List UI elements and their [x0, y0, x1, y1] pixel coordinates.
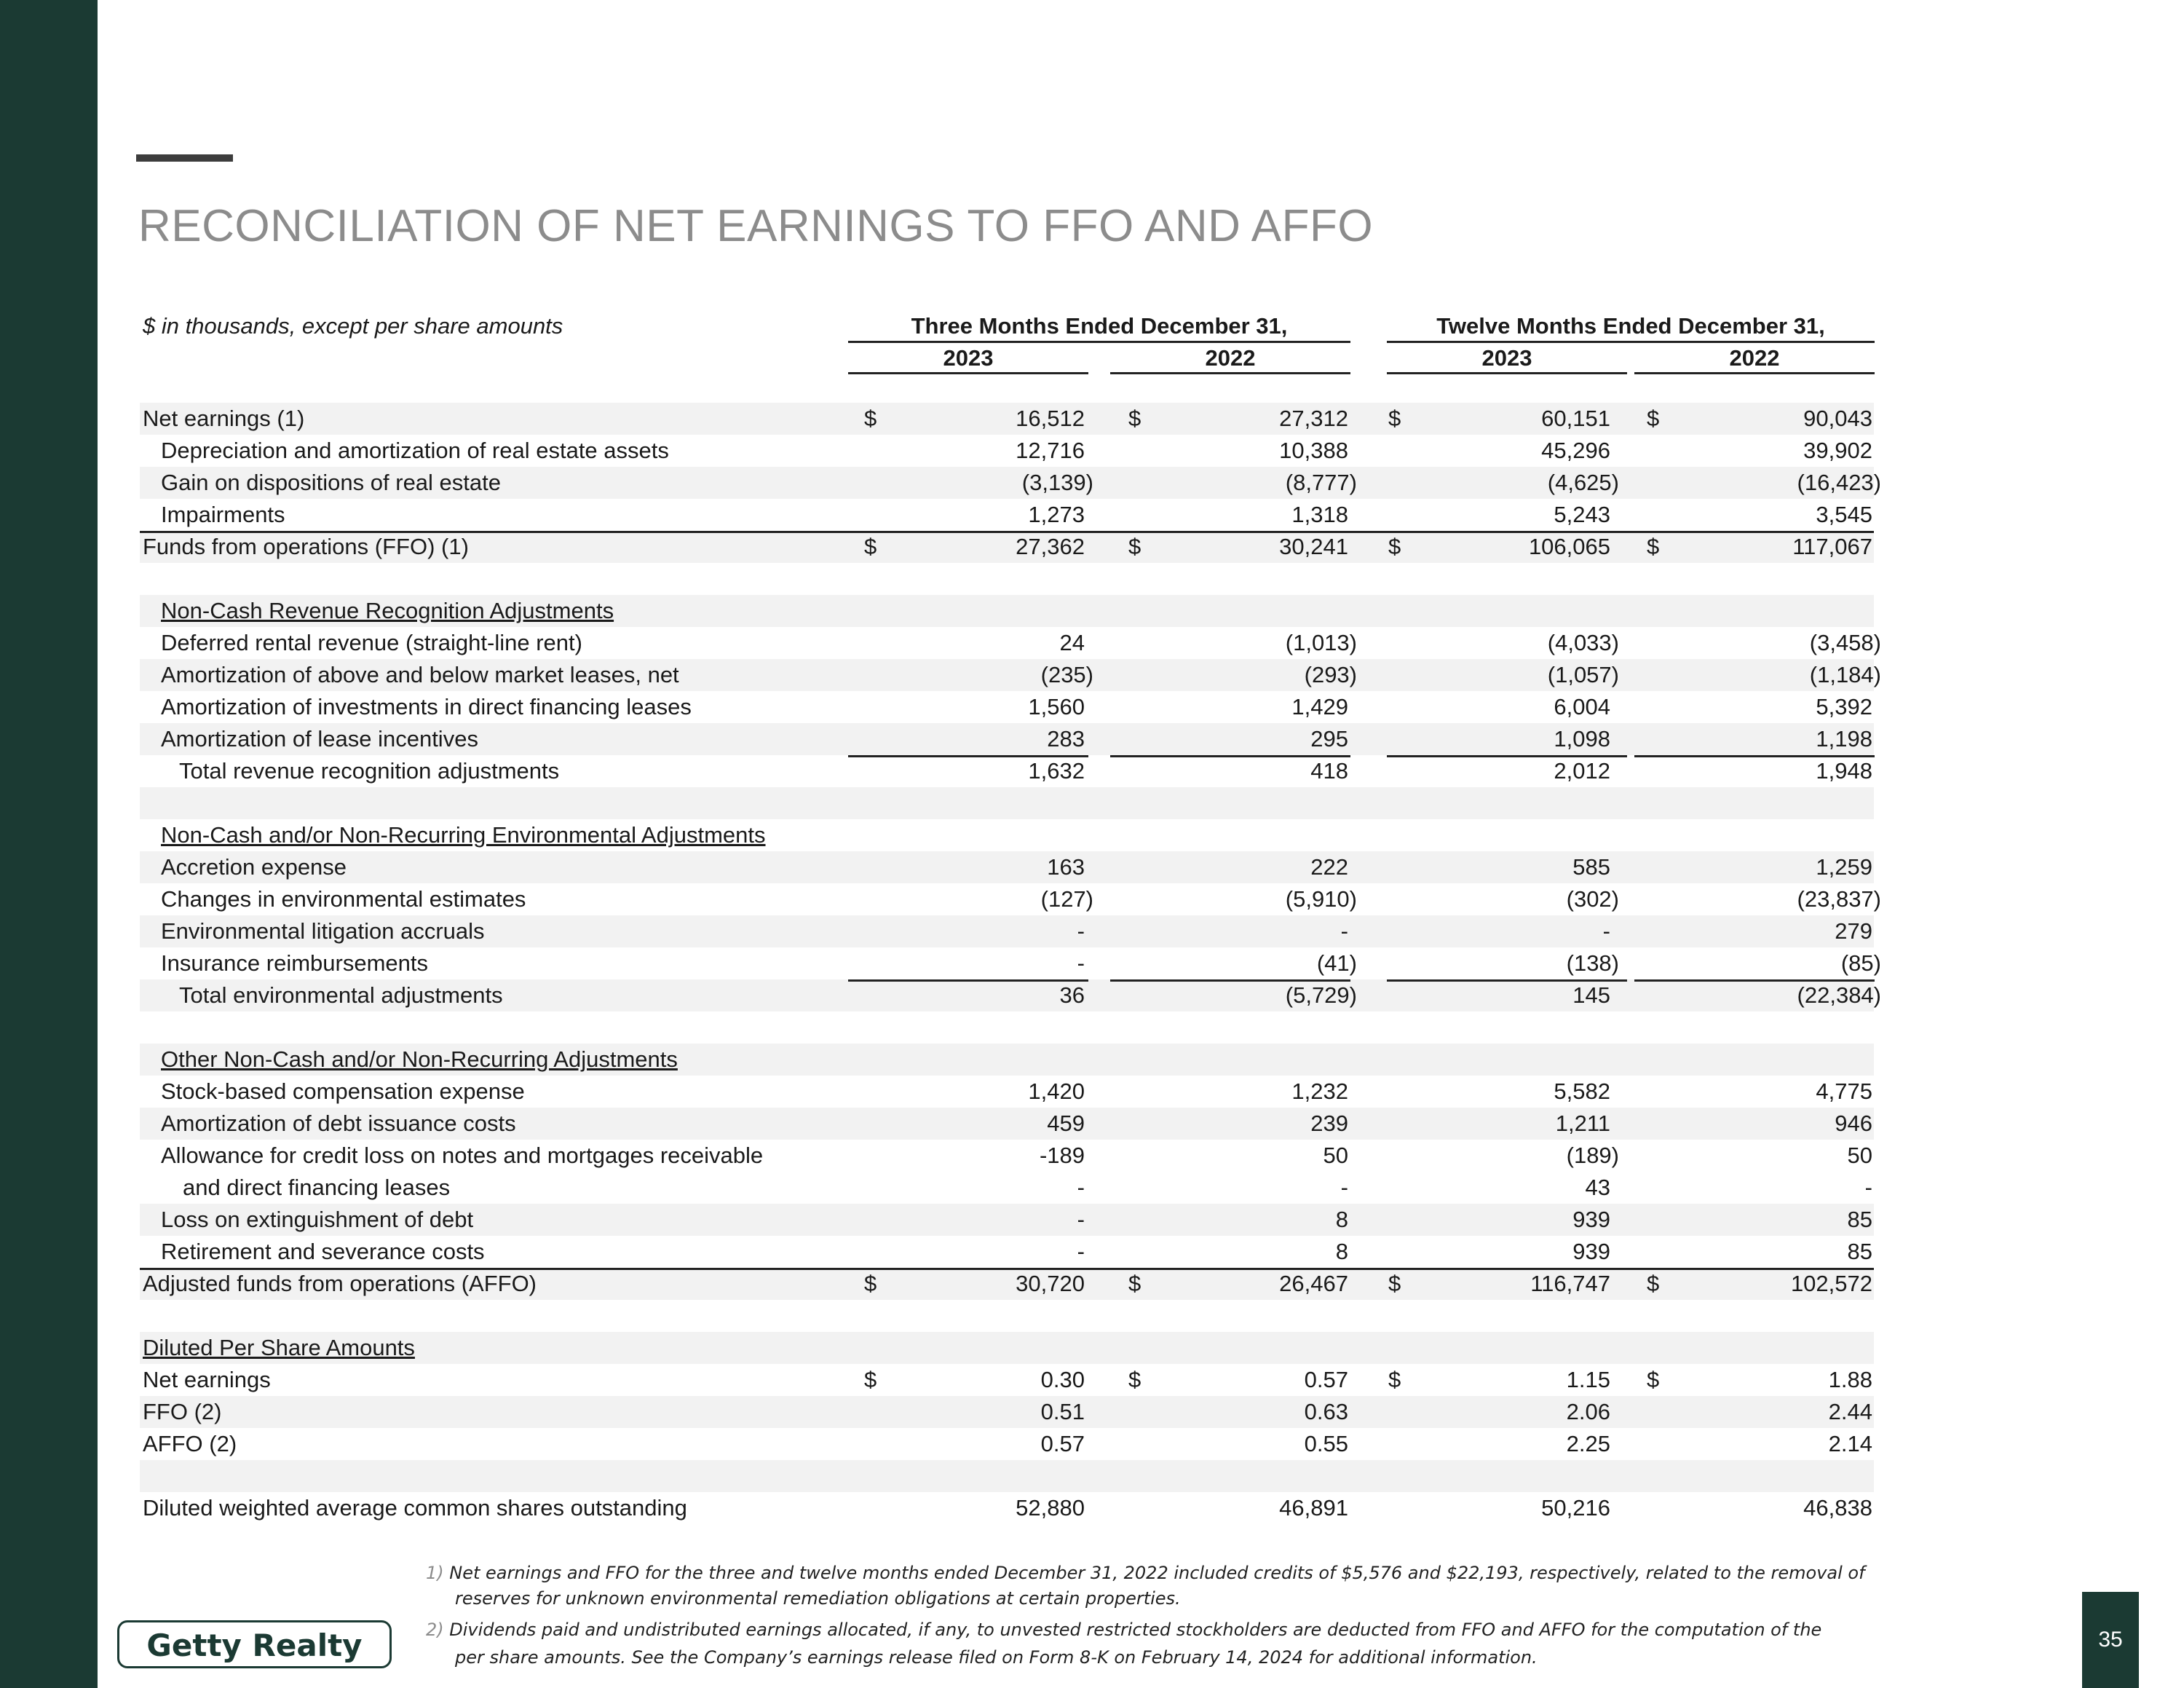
value-cell: (23,837) — [1797, 886, 1881, 912]
row-label-text: Amortization of debt issuance costs — [161, 1111, 516, 1136]
value-cell: 46,891 — [1279, 1495, 1348, 1521]
subtotal-rule — [1110, 755, 1350, 757]
value-cell: 52,880 — [1016, 1495, 1085, 1521]
value-cell: 222 — [1310, 854, 1348, 880]
value-cell: - — [1077, 950, 1085, 976]
value-cell: 1,273 — [1028, 502, 1085, 527]
value-cell: 163 — [1047, 854, 1085, 880]
value-cell: 50 — [1323, 1143, 1348, 1168]
table-row — [140, 819, 1874, 851]
value-cell: (4,625) — [1547, 470, 1619, 495]
value-cell: 50 — [1847, 1143, 1872, 1168]
row-label — [161, 1044, 678, 1076]
subtotal-rule — [848, 755, 1088, 757]
units-note: $ in thousands, except per share amounts — [143, 313, 563, 339]
value-cell: 46,838 — [1803, 1495, 1872, 1521]
value-cell: 0.63 — [1304, 1399, 1348, 1424]
table-row — [140, 979, 1881, 1011]
value-cell: 1,560 — [1028, 694, 1085, 719]
value-cell: (85) — [1840, 950, 1881, 976]
value-cell: 0.30 — [1040, 1367, 1085, 1392]
currency-symbol: $ — [1388, 1367, 1401, 1392]
footnote-text: Net earnings and FFO for the three and twelve months ended December 31, 2022 included credits of $5,576 and $22,193, respectively, related to the removal of — [449, 1563, 1865, 1583]
value-cell: (1,057) — [1547, 662, 1619, 687]
footnote-2 — [426, 1620, 1821, 1640]
value-cell: 0.51 — [1040, 1399, 1085, 1424]
table-row — [140, 659, 1881, 691]
value-cell: 85 — [1847, 1239, 1872, 1264]
year-header: 2023 — [1481, 345, 1532, 371]
value-cell: 5,243 — [1554, 502, 1610, 527]
subtotal-rule — [1110, 979, 1350, 982]
row-label-text: Insurance reimbursements — [161, 950, 428, 976]
page-number: 35 — [2082, 1592, 2139, 1688]
value-cell: 60,151 — [1541, 406, 1610, 431]
table-row — [140, 723, 1874, 755]
row-label — [143, 1428, 237, 1460]
row-label-text: and direct financing leases — [183, 1175, 451, 1200]
left-accent-bar — [0, 0, 98, 1688]
footnote-number: 2) — [426, 1620, 444, 1640]
value-cell: 85 — [1847, 1207, 1872, 1232]
row-label — [143, 1364, 271, 1396]
value-cell: 27,312 — [1279, 406, 1348, 431]
value-cell: 43 — [1585, 1175, 1610, 1200]
value-cell: 1,318 — [1291, 502, 1348, 527]
value-cell: 1.15 — [1566, 1367, 1610, 1392]
value-cell: 10,388 — [1279, 438, 1348, 463]
currency-symbol: $ — [1647, 1367, 1660, 1392]
table-row — [140, 1396, 1874, 1428]
currency-symbol: $ — [1128, 534, 1142, 559]
row-label — [143, 403, 304, 435]
value-cell: (127) — [1040, 886, 1093, 912]
table-row — [140, 595, 1874, 627]
year-underline — [1110, 372, 1350, 374]
table-row — [140, 1108, 1874, 1140]
group-header-twelve-months: Twelve Months Ended December 31, — [1436, 313, 1825, 339]
year-header: 2022 — [1729, 345, 1780, 371]
row-label — [143, 1332, 415, 1364]
group-underline-twelve-months — [1387, 341, 1875, 343]
table-row — [140, 1044, 1874, 1076]
row-label-text: Funds from operations (FFO) (1) — [143, 534, 469, 559]
value-cell: 106,065 — [1528, 534, 1610, 559]
table-row — [140, 627, 1881, 659]
row-label-text: Retirement and severance costs — [161, 1239, 485, 1264]
row-label — [161, 467, 501, 499]
row-label — [161, 947, 428, 979]
value-cell: - — [1602, 918, 1610, 944]
year-header: 2022 — [1205, 345, 1256, 371]
subtotal-rule — [1634, 979, 1875, 982]
value-cell: (293) — [1304, 662, 1357, 687]
row-label — [143, 1268, 537, 1300]
value-cell: 6,004 — [1554, 694, 1610, 719]
row-label — [161, 499, 285, 531]
value-cell: - — [1077, 918, 1085, 944]
table-row — [140, 1268, 1874, 1300]
table-row — [140, 403, 1874, 435]
row-label-text: Total environmental adjustments — [179, 982, 503, 1008]
row-label — [161, 1140, 763, 1172]
year-underline — [848, 372, 1088, 374]
value-cell: 1,198 — [1816, 726, 1872, 752]
row-label — [161, 851, 347, 883]
currency-symbol: $ — [1388, 1271, 1401, 1296]
value-cell: - — [1077, 1239, 1085, 1264]
value-cell: 3,545 — [1816, 502, 1872, 527]
row-label — [161, 659, 679, 691]
group-underline-three-months — [848, 341, 1350, 343]
row-label — [161, 883, 526, 915]
table-row — [140, 1140, 1874, 1172]
value-cell: 4,775 — [1816, 1078, 1872, 1104]
row-label — [161, 723, 478, 755]
value-cell: 5,582 — [1554, 1078, 1610, 1104]
row-label-text: Amortization of lease incentives — [161, 726, 478, 752]
table-row — [140, 467, 1881, 499]
year-underline — [1634, 372, 1875, 374]
value-cell: (138) — [1566, 950, 1619, 976]
row-label-text: Other Non-Cash and/or Non-Recurring Adjustments — [161, 1046, 678, 1072]
row-label — [161, 1076, 525, 1108]
table-row — [140, 1364, 1874, 1396]
table-row — [140, 531, 1874, 563]
row-label-text: Changes in environmental estimates — [161, 886, 526, 912]
value-cell: 27,362 — [1016, 534, 1085, 559]
table-row — [140, 1332, 1874, 1364]
row-label-text: Depreciation and amortization of real estate assets — [161, 438, 669, 463]
row-label-text: Amortization of investments in direct financing leases — [161, 694, 692, 719]
table-row — [140, 851, 1874, 883]
table-row — [140, 1492, 1874, 1524]
value-cell: 418 — [1310, 758, 1348, 784]
value-cell: 30,241 — [1279, 534, 1348, 559]
currency-symbol: $ — [864, 406, 877, 431]
value-cell: 30,720 — [1016, 1271, 1085, 1296]
value-cell: 239 — [1310, 1111, 1348, 1136]
value-cell: 117,067 — [1792, 534, 1872, 559]
row-label — [161, 819, 766, 851]
row-label-text: Deferred rental revenue (straight-line rent) — [161, 630, 582, 655]
value-cell: 8 — [1335, 1239, 1348, 1264]
currency-symbol: $ — [1128, 406, 1142, 431]
value-cell: 2.25 — [1566, 1431, 1610, 1456]
value-cell: 36 — [1059, 982, 1085, 1008]
value-cell: 585 — [1572, 854, 1610, 880]
subtotal-rule — [1387, 979, 1627, 982]
value-cell: (41) — [1316, 950, 1357, 976]
row-label-text: Non-Cash Revenue Recognition Adjustments — [161, 598, 614, 623]
footnote-1-cont — [455, 1588, 1181, 1609]
footnote-text: Dividends paid and undistributed earnings allocated, if any, to unvested restricted stockholders are deducted from FFO and AFFO for the computation of the — [449, 1620, 1822, 1640]
value-cell: 1,632 — [1028, 758, 1085, 784]
row-label — [161, 435, 669, 467]
value-cell: 45,296 — [1541, 438, 1610, 463]
value-cell: 24 — [1059, 630, 1085, 655]
row-label-text: Diluted Per Share Amounts — [143, 1335, 415, 1360]
row-label — [161, 1204, 473, 1236]
value-cell: 1,259 — [1816, 854, 1872, 880]
table-row — [140, 691, 1874, 723]
value-cell: 102,572 — [1790, 1271, 1872, 1296]
value-cell: (3,139) — [1021, 470, 1093, 495]
value-cell: 90,043 — [1803, 406, 1872, 431]
value-cell: (4,033) — [1547, 630, 1619, 655]
value-cell: 2,012 — [1554, 758, 1610, 784]
footnote-number: 1) — [426, 1563, 444, 1583]
footnote-2-cont — [455, 1647, 1538, 1668]
value-cell: 8 — [1335, 1207, 1348, 1232]
row-label — [179, 755, 559, 787]
currency-symbol: $ — [1647, 406, 1660, 431]
value-cell: 12,716 — [1016, 438, 1085, 463]
value-cell: 16,512 — [1016, 406, 1085, 431]
value-cell: (302) — [1566, 886, 1619, 912]
currency-symbol: $ — [1647, 534, 1660, 559]
value-cell: 1,098 — [1554, 726, 1610, 752]
value-cell: 145 — [1572, 982, 1610, 1008]
value-cell: 1,420 — [1028, 1078, 1085, 1104]
value-cell: 283 — [1047, 726, 1085, 752]
value-cell: 1,429 — [1291, 694, 1348, 719]
row-label-text: Net earnings (1) — [143, 406, 305, 431]
row-label — [161, 627, 582, 659]
table-row — [140, 1460, 1874, 1492]
group-header-three-months: Three Months Ended December 31, — [911, 313, 1288, 339]
row-label — [161, 691, 692, 723]
row-label-text: Non-Cash and/or Non-Recurring Environmental Adjustments — [161, 822, 766, 848]
footnote-1 — [426, 1563, 1865, 1583]
value-cell: - — [1864, 1175, 1872, 1200]
subtotal-rule — [1387, 755, 1627, 757]
row-label — [143, 1396, 222, 1428]
table-row — [140, 1011, 1874, 1044]
value-cell: 459 — [1047, 1111, 1085, 1136]
row-label — [183, 1172, 450, 1204]
page-title: RECONCILIATION OF NET EARNINGS TO FFO AND AFFO — [138, 201, 1374, 251]
value-cell: 939 — [1572, 1239, 1610, 1264]
row-label — [161, 1236, 485, 1268]
currency-symbol: $ — [1388, 534, 1401, 559]
row-label-text: Diluted weighted average common shares outstanding — [143, 1495, 687, 1521]
subtotal-rule — [1634, 755, 1875, 757]
value-cell: 295 — [1310, 726, 1348, 752]
row-label-text: Loss on extinguishment of debt — [161, 1207, 474, 1232]
value-cell: (3,458) — [1809, 630, 1881, 655]
row-label — [143, 1492, 687, 1524]
footnote-text: reserves for unknown environmental remediation obligations at certain properties. — [455, 1588, 1181, 1609]
row-label-text: Stock-based compensation expense — [161, 1078, 525, 1104]
row-label-text: Accretion expense — [161, 854, 347, 880]
row-label-text: Adjusted funds from operations (AFFO) — [143, 1271, 537, 1296]
value-cell: 39,902 — [1803, 438, 1872, 463]
title-dash — [136, 154, 233, 162]
table-row — [140, 1076, 1874, 1108]
value-cell: -189 — [1039, 1143, 1085, 1168]
currency-symbol: $ — [1647, 1271, 1660, 1296]
value-cell: 1.88 — [1828, 1367, 1872, 1392]
table-row — [140, 563, 1874, 595]
currency-symbol: $ — [1128, 1271, 1142, 1296]
value-cell: (8,777) — [1285, 470, 1357, 495]
table-row — [140, 787, 1874, 819]
value-cell: 5,392 — [1816, 694, 1872, 719]
value-cell: (5,910) — [1285, 886, 1357, 912]
value-cell: (5,729) — [1285, 982, 1357, 1008]
table-row — [140, 1300, 1874, 1332]
currency-symbol: $ — [1388, 406, 1401, 431]
value-cell: - — [1340, 918, 1348, 944]
currency-symbol: $ — [864, 1271, 877, 1296]
table-row — [140, 755, 1874, 787]
value-cell: - — [1077, 1175, 1085, 1200]
value-cell: 50,216 — [1541, 1495, 1610, 1521]
total-rule — [140, 531, 1874, 533]
value-cell: - — [1077, 1207, 1085, 1232]
value-cell: 2.14 — [1828, 1431, 1872, 1456]
value-cell: - — [1340, 1175, 1348, 1200]
company-logo: Getty Realty — [117, 1620, 392, 1668]
row-label-text: AFFO (2) — [143, 1431, 237, 1456]
year-underline — [1387, 372, 1627, 374]
table-row — [140, 947, 1881, 979]
currency-symbol: $ — [864, 1367, 877, 1392]
footnote-text: per share amounts. See the Company’s earnings release filed on Form 8-K on February 14, 2024 for additional information. — [455, 1647, 1538, 1668]
value-cell: 279 — [1835, 918, 1872, 944]
table-row — [140, 915, 1874, 947]
value-cell: 2.44 — [1828, 1399, 1872, 1424]
row-label-text: FFO (2) — [143, 1399, 222, 1424]
table-row — [140, 1428, 1874, 1460]
value-cell: 939 — [1572, 1207, 1610, 1232]
value-cell: 946 — [1835, 1111, 1872, 1136]
value-cell: 1,948 — [1816, 758, 1872, 784]
row-label-text: Amortization of above and below market leases, net — [161, 662, 679, 687]
table-row — [140, 1204, 1874, 1236]
table-row — [140, 1172, 1874, 1204]
table-row — [140, 435, 1874, 467]
row-label — [161, 915, 485, 947]
value-cell: 116,747 — [1530, 1271, 1610, 1296]
value-cell: 0.57 — [1304, 1367, 1348, 1392]
value-cell: 2.06 — [1566, 1399, 1610, 1424]
row-label — [161, 595, 614, 627]
value-cell: (1,184) — [1809, 662, 1881, 687]
row-label-text: Environmental litigation accruals — [161, 918, 485, 944]
value-cell: 1,211 — [1555, 1111, 1610, 1136]
value-cell: (235) — [1040, 662, 1093, 687]
value-cell: 0.55 — [1304, 1431, 1348, 1456]
row-label-text: Impairments — [161, 502, 285, 527]
row-label-text: Net earnings — [143, 1367, 271, 1392]
value-cell: (22,384) — [1797, 982, 1881, 1008]
value-cell: (1,013) — [1285, 630, 1357, 655]
row-label — [143, 531, 469, 563]
total-rule — [140, 1268, 1874, 1270]
value-cell: (16,423) — [1797, 470, 1881, 495]
currency-symbol: $ — [1128, 1367, 1142, 1392]
table-row — [140, 499, 1874, 531]
value-cell: (189) — [1566, 1143, 1619, 1168]
subtotal-rule — [848, 979, 1088, 982]
row-label-text: Total revenue recognition adjustments — [179, 758, 560, 784]
year-header: 2023 — [943, 345, 994, 371]
row-label-text: Allowance for credit loss on notes and mortgages receivable — [161, 1143, 764, 1168]
row-label-text: Gain on dispositions of real estate — [161, 470, 501, 495]
currency-symbol: $ — [864, 534, 877, 559]
value-cell: 26,467 — [1279, 1271, 1348, 1296]
row-label — [161, 1108, 516, 1140]
row-label — [179, 979, 503, 1011]
table-row — [140, 1236, 1874, 1268]
table-row — [140, 883, 1881, 915]
value-cell: 1,232 — [1291, 1078, 1348, 1104]
value-cell: 0.57 — [1040, 1431, 1085, 1456]
